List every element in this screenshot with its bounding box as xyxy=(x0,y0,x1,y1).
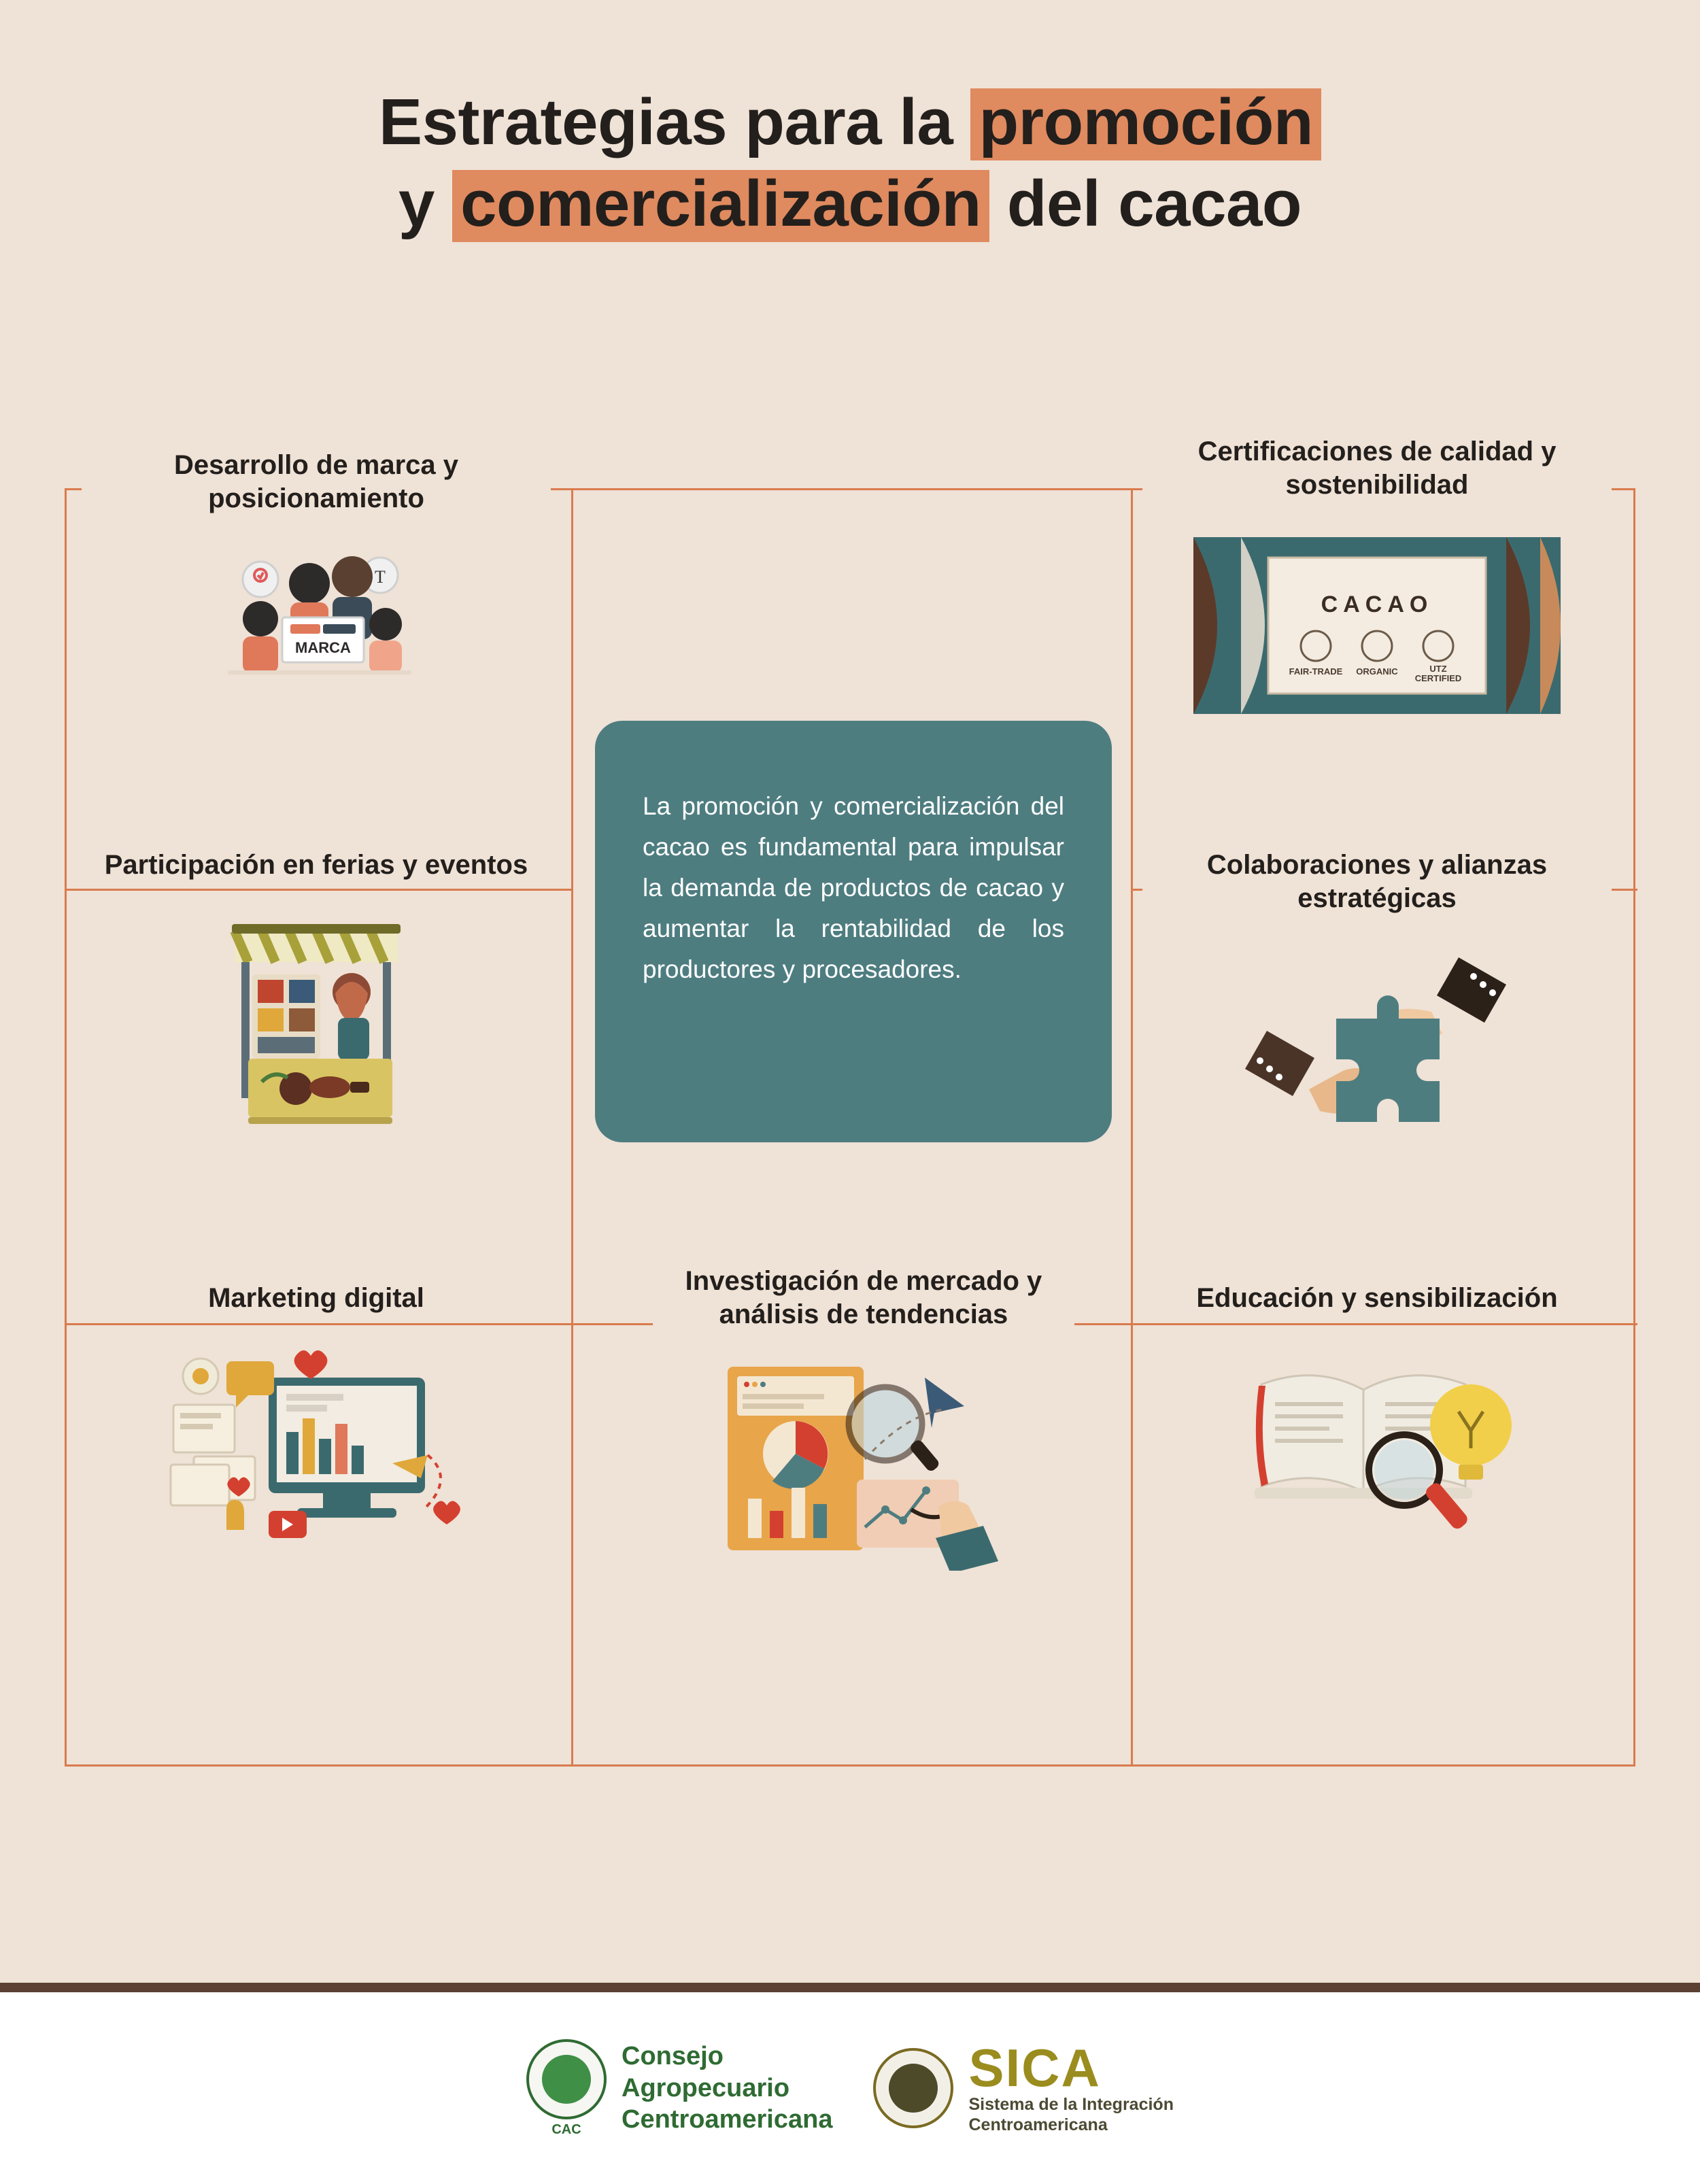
cac-wordmark xyxy=(622,2041,832,2135)
package-label: CACAO xyxy=(1321,591,1433,617)
sica-sub-2: Centroamericana xyxy=(968,2115,1108,2134)
page-title xyxy=(0,82,1700,245)
cell-educacion xyxy=(1142,1282,1612,1544)
cac-line-2: Agropecuario xyxy=(622,2073,790,2102)
market-stall-illustration xyxy=(194,904,439,1165)
cell-title-education: Educación y sensibilización xyxy=(1177,1282,1576,1315)
cell-colaboraciones xyxy=(1142,849,1612,1172)
sica-wordmark xyxy=(968,2038,1174,2135)
svg-text:UTZ: UTZ xyxy=(1429,663,1447,674)
book-lightbulb-illustration xyxy=(1234,1337,1520,1544)
title-text-2: y xyxy=(398,167,453,240)
cell-investigacion-mercado xyxy=(653,1265,1074,1574)
title-highlight-promocion: promoción xyxy=(970,88,1321,160)
sica-seal-icon xyxy=(873,2048,953,2128)
cac-line-1: Consejo xyxy=(622,2042,724,2071)
title-line-2 xyxy=(0,163,1700,245)
cell-title-research: Investigación de mercado y análisis de tendencias xyxy=(653,1265,1074,1331)
footer xyxy=(0,1992,1700,2184)
cell-desarrollo-de-marca xyxy=(82,449,551,711)
svg-text:MARCA: MARCA xyxy=(295,638,351,656)
title-line-1 xyxy=(0,82,1700,163)
sica-name: SICA xyxy=(968,2038,1101,2098)
cell-title-fairs: Participación en ferias y eventos xyxy=(86,849,547,882)
footer-divider-bar xyxy=(0,1983,1700,1992)
cell-title-digital: Marketing digital xyxy=(189,1282,443,1315)
divider-vertical-left xyxy=(571,490,573,1764)
brand-team-illustration xyxy=(187,537,445,711)
logo-sica xyxy=(873,2038,1174,2135)
divider-vertical-right xyxy=(1131,490,1133,1764)
cell-marketing-digital xyxy=(82,1282,551,1558)
title-highlight-comercializacion: comercialización xyxy=(452,170,989,242)
handshake-puzzle-illustration xyxy=(1234,937,1520,1172)
cac-line-3: Centroamericana xyxy=(622,2105,833,2134)
svg-text:CERTIFIED: CERTIFIED xyxy=(1414,672,1462,683)
cell-title-allies: Colaboraciones y alianzas estratégicas xyxy=(1142,849,1612,915)
cac-seal-caption: CAC xyxy=(551,2121,581,2137)
center-summary-card xyxy=(595,721,1112,1142)
desktop-social-media-illustration xyxy=(153,1337,479,1558)
cell-certificaciones xyxy=(1142,435,1612,731)
sica-sub-1: Sistema de la Integración xyxy=(968,2095,1174,2114)
center-summary-text: La promoción y comercialización del cacao es fundamental para impulsar la demanda de productos de cacao y aumentar la rentabilidad de los productores y procesadores. xyxy=(643,792,1064,983)
svg-text:FAIR-TRADE: FAIR-TRADE xyxy=(1289,666,1343,677)
cell-title-certs: Certificaciones de calidad y sostenibilidad xyxy=(1142,435,1612,502)
title-text-3: del cacao xyxy=(989,167,1302,240)
charts-magnifier-illustration xyxy=(707,1353,1020,1574)
svg-text:T: T xyxy=(375,566,386,587)
cell-participacion-ferias xyxy=(82,849,551,1165)
cacao-package-illustration xyxy=(1187,524,1567,731)
title-text-1: Estrategias para la xyxy=(379,86,971,158)
cell-title-brand: Desarrollo de marca y posicionamiento xyxy=(82,449,551,515)
cac-seal-icon xyxy=(526,2039,607,2119)
svg-text:ORGANIC: ORGANIC xyxy=(1356,666,1398,677)
logo-cac xyxy=(526,2039,832,2138)
